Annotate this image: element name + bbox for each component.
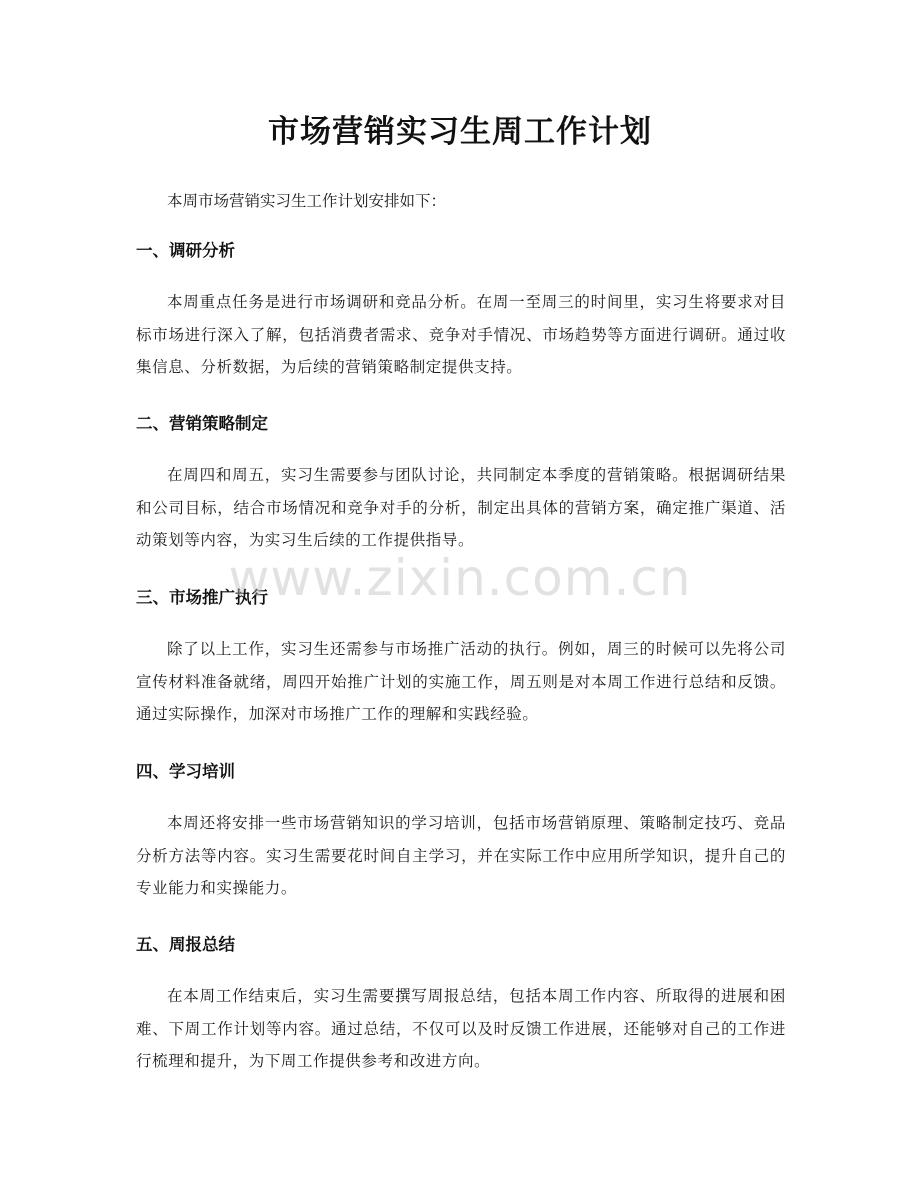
section-body: 本周还将安排一些市场营销知识的学习培训，包括市场营销原理、策略制定技巧、竞品分析方法等内容。实习生需要花时间自主学习，并在实际工作中应用所学知识，提升自己的专业能力和实操能力。 <box>136 814 786 897</box>
section-training <box>136 759 786 905</box>
section-heading: 五、周报总结 <box>136 935 235 954</box>
section-heading: 三、市场推广执行 <box>136 588 268 607</box>
section-body: 本周重点任务是进行市场调研和竞品分析。在周一至周三的时间里，实习生将要求对目标市场进行深入了解，包括消费者需求、竞争对手情况、市场趋势等方面进行调研。通过收集信息、分析数据，为后续的营销策略制定提供支持。 <box>136 293 786 376</box>
section-strategy <box>136 411 786 557</box>
section-weekly-report <box>136 932 786 1078</box>
intro-paragraph: 本周市场营销实习生工作计划安排如下： <box>167 192 447 210</box>
section-body: 在本周工作结束后，实习生需要撰写周报总结，包括本周工作内容、所取得的进展和困难、下周工作计划等内容。通过总结，不仅可以及时反馈工作进展，还能够对自己的工作进行梳理和提升，为下周工作提供参考和改进方向。 <box>136 987 786 1070</box>
section-heading: 一、调研分析 <box>136 241 235 260</box>
section-body: 除了以上工作，实习生还需参与市场推广活动的执行。例如，周三的时候可以先将公司宣传材料准备就绪，周四开始推广计划的实施工作，周五则是对本周工作进行总结和反馈。通过实际操作，加深对市场推广工作的理解和实践经验。 <box>136 640 786 723</box>
watermark: www.zixin.com.cn <box>228 549 692 607</box>
section-body: 在周四和周五，实习生需要参与团队讨论，共同制定本季度的营销策略。根据调研结果和公司目标，结合市场情况和竞争对手的分析，制定出具体的营销方案，确定推广渠道、活动策划等内容，为实习生后续的工作提供指导。 <box>136 466 786 549</box>
section-heading: 二、营销策略制定 <box>136 414 268 433</box>
page-title: 市场营销实习生周工作计划 <box>268 114 652 150</box>
section-research <box>136 238 786 384</box>
section-heading: 四、学习培训 <box>136 762 235 781</box>
section-promotion <box>136 585 786 731</box>
